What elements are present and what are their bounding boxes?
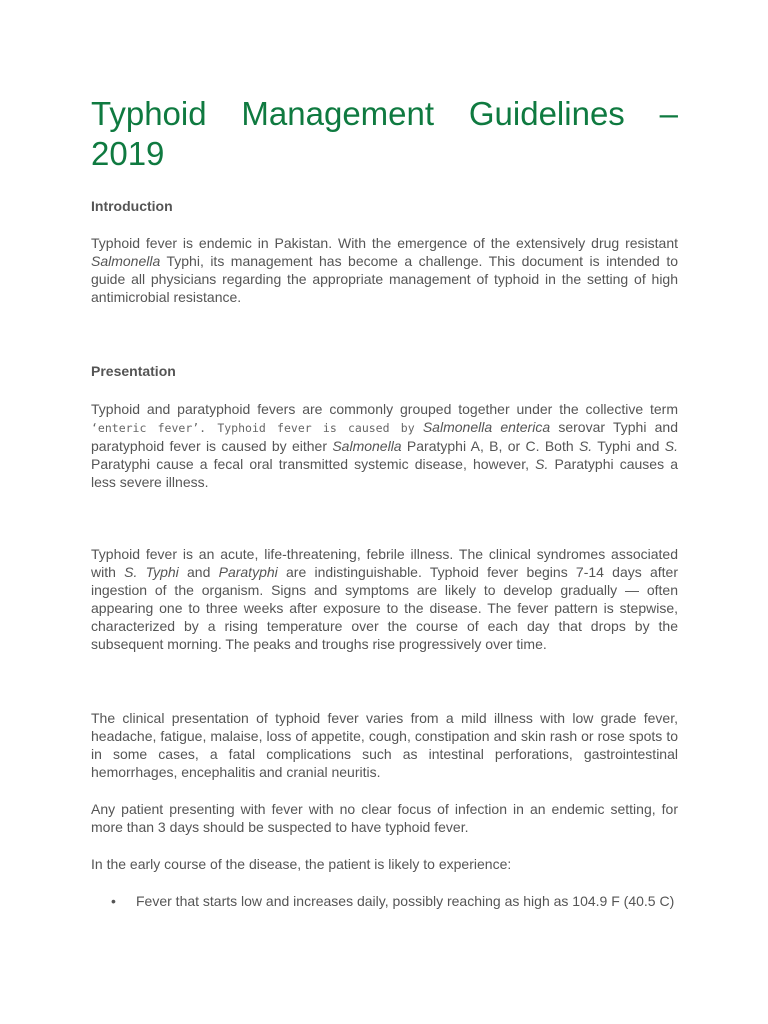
pres-p2-text-c: are indistinguishable. Typhoid fever begins 7-14 days after ingestion of the organism. Signs and symptoms are likely to develop gradually — often appearing one to three weeks after exposure to the disease. The fever pattern is stepwise, characterized by a rising temperature over the course of each day that drops by the subsequent morning. The peaks and troughs rise progressively over time. bbox=[91, 564, 678, 652]
title-line-1: Typhoid Management Guidelines – bbox=[91, 95, 678, 132]
intro-italic: Salmonella bbox=[91, 253, 161, 269]
presentation-paragraph-4: Any patient presenting with fever with no clear focus of infection in an endemic setting, for more than 3 days should be suspected to have typhoid fever. bbox=[91, 801, 678, 835]
pres-p1-text-f: Paratyphi causes a less severe illness. bbox=[91, 456, 678, 490]
pres-p2-italic-2: Paratyphi bbox=[218, 564, 278, 580]
symptom-list bbox=[91, 892, 678, 910]
intro-paragraph bbox=[91, 234, 678, 306]
pres-p1-text-a: Typhoid and paratyphoid fevers are commonly grouped together under the collective term bbox=[91, 401, 678, 417]
pres-p2-text-a: Typhoid fever is an acute, life-threatening, febrile illness. The clinical syndromes associated with bbox=[91, 546, 678, 580]
intro-heading: Introduction bbox=[91, 198, 173, 214]
intro-text-a: Typhoid fever is endemic in Pakistan. With the emergence of the extensively drug resistant bbox=[91, 235, 678, 251]
title-line-2: 2019 bbox=[91, 135, 165, 172]
presentation-paragraph-5: In the early course of the disease, the patient is likely to experience: bbox=[91, 856, 512, 872]
presentation-paragraph-1 bbox=[91, 400, 678, 491]
list-item bbox=[91, 892, 678, 910]
pres-p1-italic-1: Salmonella enterica bbox=[422, 419, 551, 435]
intro-text-b: Typhi, its management has become a challenge. This document is intended to guide all physicians regarding the appropriate management of typhoid in the setting of high antimicrobial resistance. bbox=[91, 253, 678, 305]
pres-p1-italic-4: S. bbox=[664, 438, 678, 454]
list-item-text: Fever that starts low and increases daily, possibly reaching as high as 104.9 F (40.5 C) bbox=[136, 893, 675, 909]
pres-p1-mono-text: ‘enteric fever’. Typhoid fever is caused by bbox=[91, 421, 415, 435]
pres-p1-text-e: Paratyphi cause a fecal oral transmitted systemic disease, however, bbox=[91, 456, 536, 472]
presentation-paragraph-3: The clinical presentation of typhoid fever varies from a mild illness with low grade fever, headache, fatigue, malaise, loss of appetite, cough, constipation and skin rash or rose spots to in some cases, a fatal complications such as intestinal perforations, gastrointestinal hemorrhages, encephalitis and cranial neuritis. bbox=[91, 710, 678, 780]
pres-p1-text-d: Typhi and bbox=[592, 438, 665, 454]
document-title bbox=[91, 94, 678, 174]
pres-p1-text-c: Paratyphi A, B, or C. Both bbox=[401, 438, 579, 454]
presentation-paragraph-2 bbox=[91, 545, 678, 653]
pres-p1-italic-2: Salmonella bbox=[332, 438, 402, 454]
pres-p1-text-b: serovar Typhi and paratyphoid fever is caused by either bbox=[91, 419, 678, 454]
presentation-heading: Presentation bbox=[91, 363, 176, 379]
pres-p2-text-b: and bbox=[178, 564, 219, 580]
pres-p2-italic-1: S. Typhi bbox=[124, 564, 179, 580]
pres-p1-italic-5: S. bbox=[535, 456, 549, 472]
pres-p1-italic-3: S. bbox=[578, 438, 593, 454]
bullet-icon: • bbox=[111, 893, 116, 909]
